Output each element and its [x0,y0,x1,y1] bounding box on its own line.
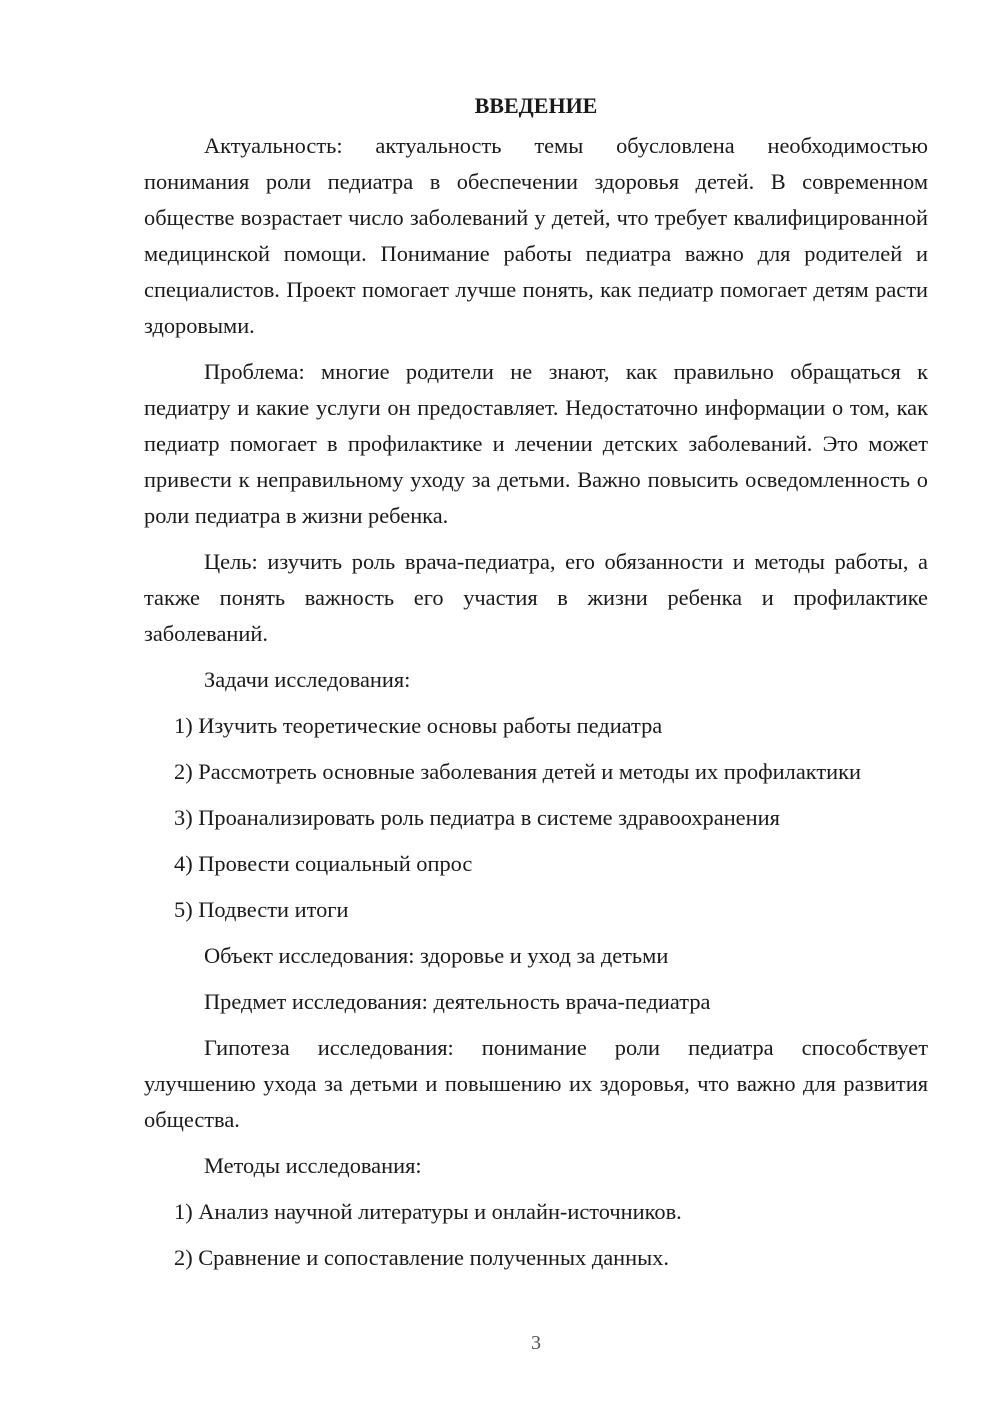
problem-paragraph: Проблема: многие родители не знают, как правильно обращаться к педиатру и какие услуги он предоставляет. Недостаточно информации о том, как педиатр помогает в профилактике и лечении детских заболеваний. Это может привести к неправильному уходу за детьми. Важно повысить осведомленность о роли педиатра в жизни ребенка. [144,359,928,528]
task-item: 4) Провести социальный опрос [174,851,473,876]
document-page [144,88,928,1286]
relevance-paragraph: Актуальность: актуальность темы обусловлена необходимостью понимания роли педиатра в обеспечении здоровья детей. В современном обществе возрастает число заболеваний у детей, что требует квалифицированной медицинской помощи. Понимание работы педиатра важно для родителей и специалистов. Проект помогает лучше понять, как педиатр помогает детям расти здоровыми. [144,133,928,338]
method-item: 1) Анализ научной литературы и онлайн-источников. [174,1199,682,1224]
section-title: ВВЕДЕНИЕ [474,93,598,118]
task-item: 5) Подвести итоги [174,897,349,922]
method-item: 2) Сравнение и сопоставление полученных данных. [174,1245,669,1270]
methods-heading: Методы исследования: [204,1153,422,1178]
research-subject: Предмет исследования: деятельность врача-педиатра [204,989,711,1014]
task-item: 3) Проанализировать роль педиатра в системе здравоохранения [174,805,780,830]
task-item: 1) Изучить теоретические основы работы педиатра [174,713,663,738]
goal-paragraph: Цель: изучить роль врача-педиатра, его обязанности и методы работы, а также понять важность его участия в жизни ребенка и профилактике заболеваний. [144,549,928,646]
page-number: 3 [531,1332,541,1354]
tasks-heading: Задачи исследования: [204,667,411,692]
research-object: Объект исследования: здоровье и уход за детьми [204,943,669,968]
task-item: 2) Рассмотреть основные заболевания детей и методы их профилактики [174,759,861,784]
hypothesis-paragraph: Гипотеза исследования: понимание роли педиатра способствует улучшению ухода за детьми и повышению их здоровья, что важно для развития общества. [144,1035,928,1132]
